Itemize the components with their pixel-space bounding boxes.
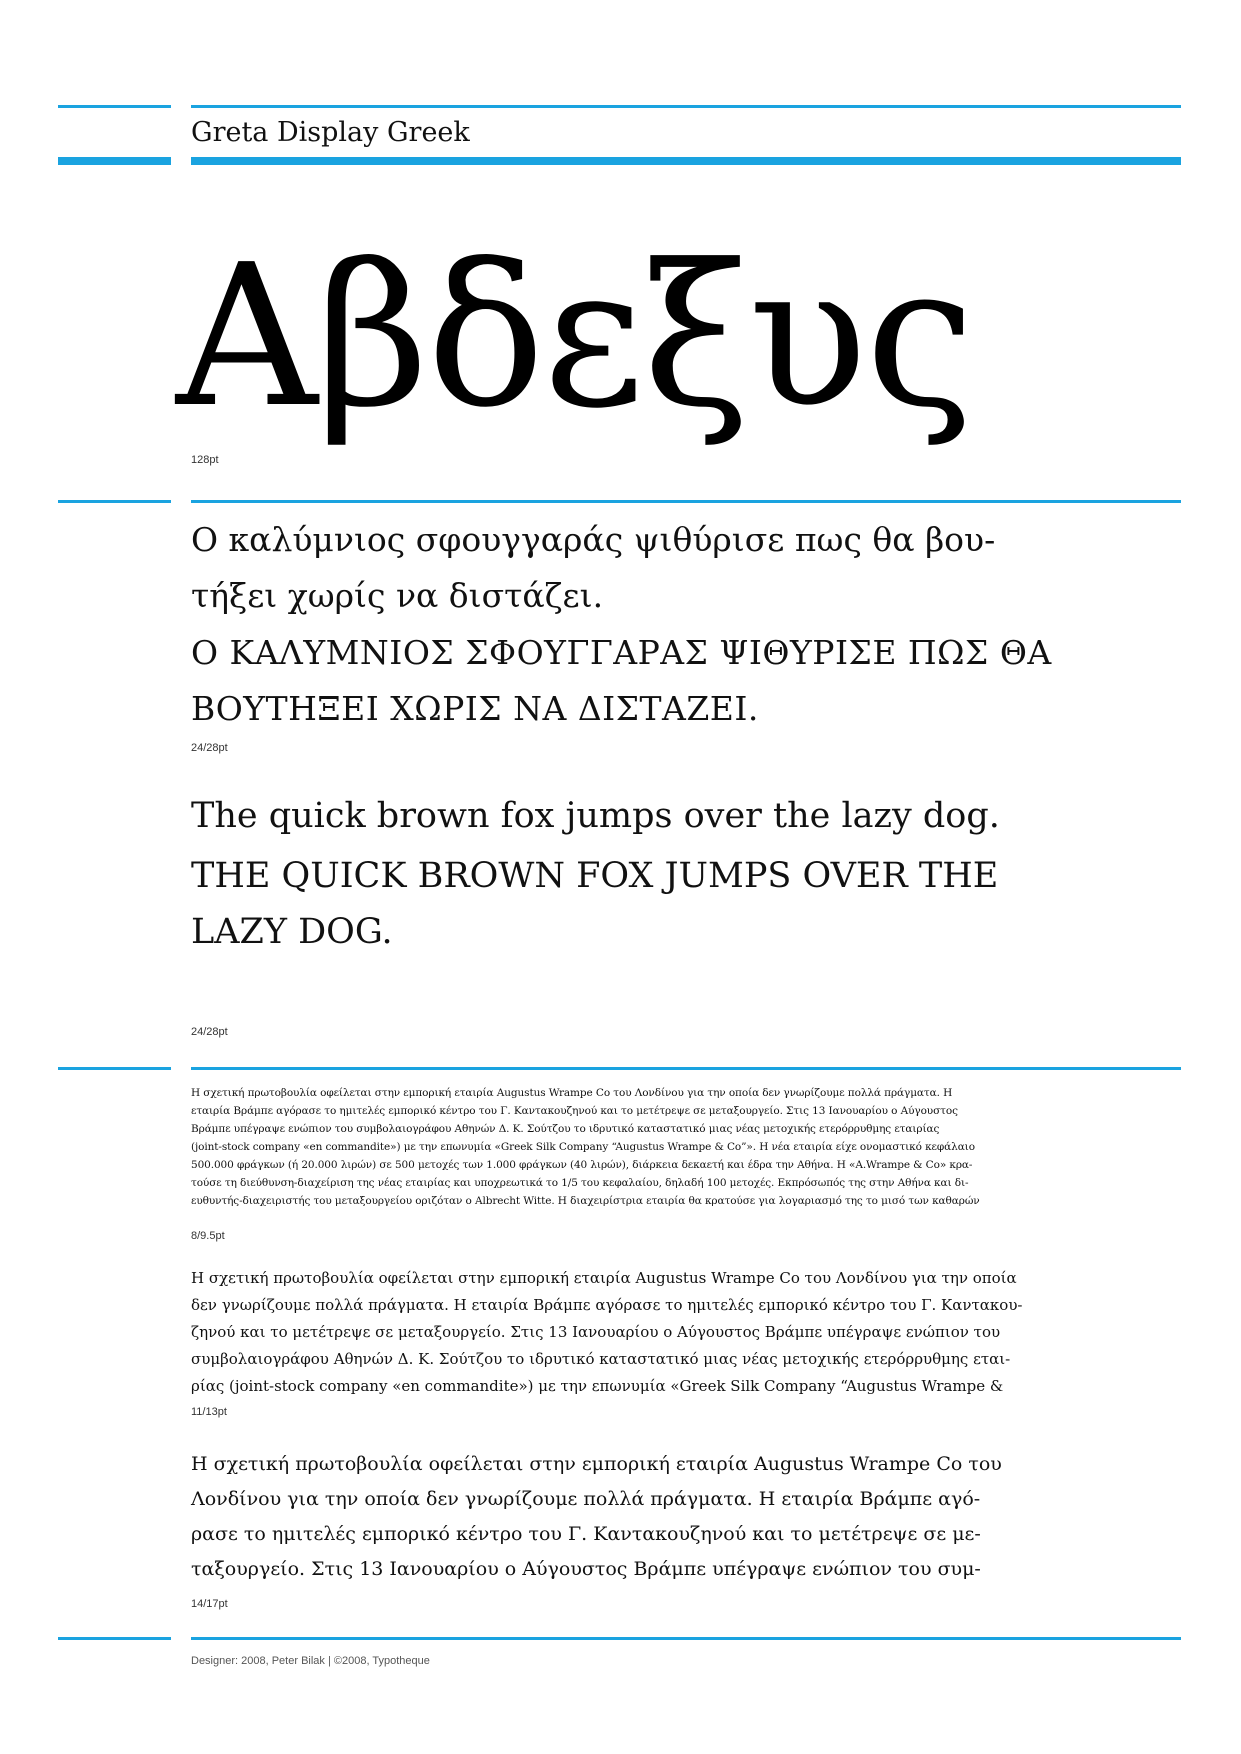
header-rule-right-top (191, 105, 1181, 108)
latin-pangram-upper: THE QUICK BROWN FOX JUMPS OVER THE LAZY DOG. (191, 856, 999, 952)
text-sample-8pt-size-label: 8/9.5pt (191, 1230, 225, 1242)
showcase-glyphs: Αβδεξυς (176, 223, 974, 451)
showcase-size-label: 128pt (191, 454, 219, 466)
header-rule-right-bottom (191, 157, 1181, 165)
section-rule-right (191, 500, 1181, 503)
text-sample-11pt: Η σχετική πρωτοβουλία οφείλεται στην εμπορική εταιρία Augustus Wrampe Co του Λονδίνου για την οποία δεν γνωρίζουμε πολλά πράγματα. Η εταιρία Βράμπε αγόρασε το ημιτελές εμπορικό κέντρο του Γ. Καντακου- ζηνού και το μετέτρεψε σε μεταξουργείο. Στις 13 Ιανουαρίου ο Αύγουστος Βράμπε υπέγραψε ενώπιον του συμβολαιογράφου Αθηνών Δ. Κ. Σούτζου το ιδρυτικό καταστατικό μιας νέας μετοχικής ετερόρρυθμης εται- ρίας (joint-stock company «en commandite») με την επωνυμία «Greek Silk Company “Augustus Wrampe & (191, 1269, 1023, 1395)
latin-pangram-size-label: 24/28pt (191, 1026, 228, 1038)
greek-pangram-upper: Ο ΚΑΛΥΜΝΙΟΣ ΣΦΟΥΓΓΑΡΑΣ ΨΙΘΥΡΙΣΕ ΠΩΣ ΘΑ ΒΟΥΤΗΞΕΙ ΧΩΡΙΣ ΝΑ ΔΙΣΤΑΖΕΙ. (191, 633, 1052, 728)
text-sample-11pt-size-label: 11/13pt (191, 1406, 227, 1418)
footer-rule-left (58, 1637, 171, 1640)
text-sample-14pt-size-label: 14/17pt (191, 1598, 228, 1610)
greek-pangram-lower: Ο καλύμνιος σφουγγαράς ψιθύρισε πως θα βου- τήξει χωρίς να διστάζει. (191, 520, 996, 615)
latin-pangram-lower: The quick brown fox jumps over the lazy dog. (191, 796, 1000, 836)
footer-rule-right (191, 1637, 1181, 1640)
section-rule-2-left (58, 1067, 171, 1070)
greek-pangram-size-label: 24/28pt (191, 742, 228, 754)
header-rule-left-bottom (58, 157, 171, 165)
footer-credit: Designer: 2008, Peter Bilak | ©2008, Typotheque (191, 1655, 430, 1667)
text-sample-8pt: Η σχετική πρωτοβουλία οφείλεται στην εμπορική εταιρία Augustus Wrampe Co του Λονδίνου για την οποία δεν γνωρίζουμε πολλά πράγματα. Η εταιρία Βράμπε αγόρασε το ημιτελές εμπορικό κέντρο του Γ. Καντακουζηνού και το μετέτρεψε σε μεταξουργείο. Στις 13 Ιανουαρίου ο Αύγουστος Βράμπε υπέγραψε ενώπιον του συμβολαιογράφου Αθηνών Δ. Κ. Σούτζου το ιδρυτικό καταστατικό μιας νέας μετοχικής ετερόρρυθμης εταιρίας (joint-stock company «en commandite») με την επωνυμία «Greek Silk Company “Augustus Wrampe & Co”». Η νέα εταιρία είχε ονομαστικό κεφάλαιο 500.000 φράγκων (ή 20.000 λιρών) σε 500 μετοχές των 1.000 φράγκων (40 λιρών), διάρκεια δεκαετή και έδρα την Αθήνα. Η «Α.Wrampe & Co» κρα- τούσε τη διεύθυνση-διαχείριση της νέας εταιρίας και υποχρεωτικά το 1/5 του κεφαλαίου, δηλαδή 100 μετοχές. Εκπρόσωπός της στην Αθήνα και δι- ευθυντής-διαχειριστής του μεταξουργείου οριζόταν ο Albrecht Witte. Η διαχειρίστρια εταιρία θα κρατούσε για λογαριασμό της το μισό των καθαρών (191, 1087, 980, 1207)
section-rule-2-right (191, 1067, 1181, 1070)
section-rule-left (58, 500, 171, 503)
text-sample-14pt: Η σχετική πρωτοβουλία οφείλεται στην εμπορική εταιρία Augustus Wrampe Co του Λονδίνου για την οποία δεν γνωρίζουμε πολλά πράγματα. Η εταιρία Βράμπε αγό- ρασε το ημιτελές εμπορικό κέντρο του Γ. Καντακουζηνού και το μετέτρεψε σε με- ταξουργείο. Στις 13 Ιανουαρίου ο Αύγουστος Βράμπε υπέγραψε ενώπιον του συμ- (191, 1453, 1002, 1580)
page-title: Greta Display Greek (191, 117, 470, 148)
header-rule-left-top (58, 105, 171, 108)
